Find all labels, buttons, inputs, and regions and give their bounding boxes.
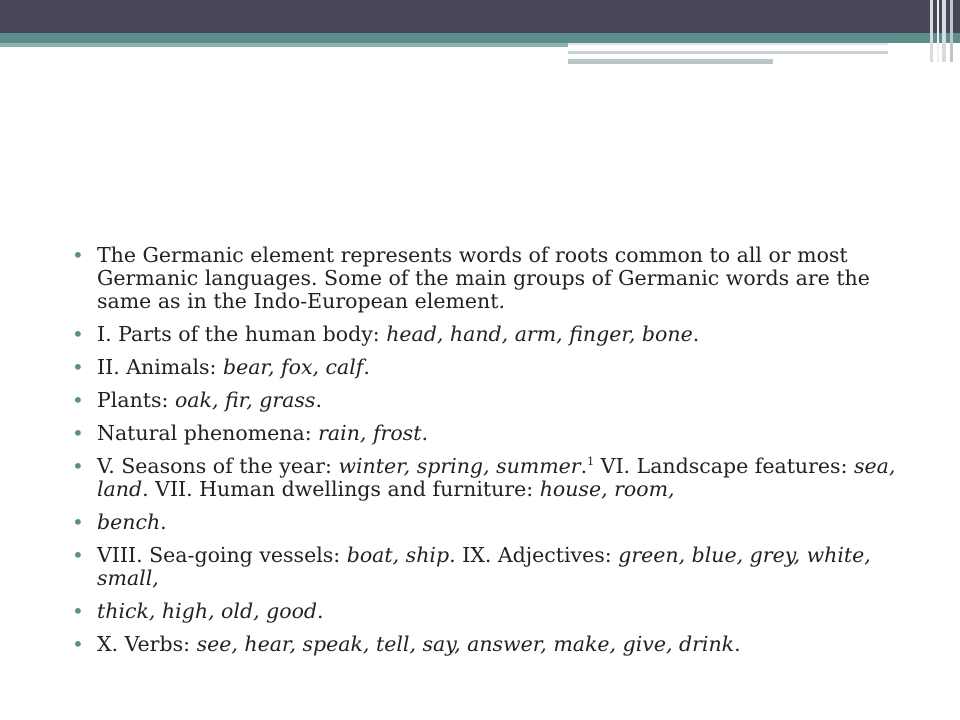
list-item (72, 600, 902, 623)
item-examples: thick, high, old, good (97, 599, 318, 623)
decorative-stripe (930, 0, 933, 62)
bullet-icon: • (72, 599, 84, 623)
item-text: . (317, 599, 324, 623)
decorative-line (568, 51, 888, 54)
item-text: . (315, 388, 322, 412)
item-examples: house, room, (539, 477, 675, 501)
accent-band (0, 33, 960, 43)
item-text: I. Parts of the human body: (97, 322, 387, 346)
item-examples: bear, fox, calf (222, 355, 364, 379)
bullet-icon: • (72, 454, 84, 478)
item-text: . (692, 322, 700, 346)
item-text: . (421, 421, 428, 445)
bullet-icon: • (72, 388, 84, 412)
bullet-icon: • (72, 510, 84, 534)
item-text: . (363, 355, 370, 379)
list-item (72, 389, 902, 412)
item-text: . IX. Adjectives: (449, 543, 619, 567)
item-text: V. Seasons of the year: (97, 454, 339, 478)
item-text: . (160, 510, 167, 534)
item-text: The Germanic element represents words of roots common to all or most Germanic languages. Some of the main groups of Germanic words are the same as in the Indo-European element. (97, 243, 870, 313)
list-item (72, 422, 902, 445)
bullet-icon: • (72, 322, 84, 346)
list-item (72, 323, 902, 346)
bullet-icon: • (72, 421, 84, 445)
item-text: Plants: (97, 388, 175, 412)
bullet-icon: • (72, 355, 84, 379)
item-examples: bench (97, 510, 161, 534)
list-item (72, 633, 902, 656)
item-examples: oak, fir, grass (174, 388, 316, 412)
footnote-marker: 1 (587, 455, 595, 469)
item-examples: green, blue, grey, white, small, (97, 543, 871, 590)
item-text: Natural phenomena: (97, 421, 319, 445)
decorative-stripe (950, 0, 953, 62)
bullet-icon: • (72, 632, 84, 656)
item-text: . (734, 632, 741, 656)
list-item (72, 356, 902, 379)
decorative-line (568, 43, 888, 45)
item-examples: winter, spring, summer (338, 454, 581, 478)
list-item (72, 244, 902, 313)
accent-band-light (0, 43, 568, 47)
item-text: . VII. Human dwellings and furniture: (142, 477, 540, 501)
item-examples: boat, ship (346, 543, 450, 567)
slide-bullet-list (72, 244, 902, 666)
bullet-icon: • (72, 543, 84, 567)
item-examples: see, hear, speak, tell, say, answer, make, give, drink (196, 632, 735, 656)
item-text: X. Verbs: (97, 632, 197, 656)
list-item (72, 511, 902, 534)
decorative-stripe (937, 0, 939, 62)
header-bar (0, 0, 960, 33)
list-item (72, 455, 902, 501)
decorative-line (568, 59, 773, 64)
item-examples: rain, frost (318, 421, 422, 445)
item-text: VI. Landscape features: (594, 454, 855, 478)
list-item (72, 544, 902, 590)
item-text: II. Animals: (97, 355, 223, 379)
decorative-stripe (942, 0, 946, 62)
bullet-icon: • (72, 243, 84, 267)
item-examples: sea, land (97, 454, 896, 501)
item-text: VIII. Sea-going vessels: (97, 543, 347, 567)
item-text: . (580, 454, 588, 478)
item-examples: head, hand, arm, finger, bone (386, 322, 693, 346)
